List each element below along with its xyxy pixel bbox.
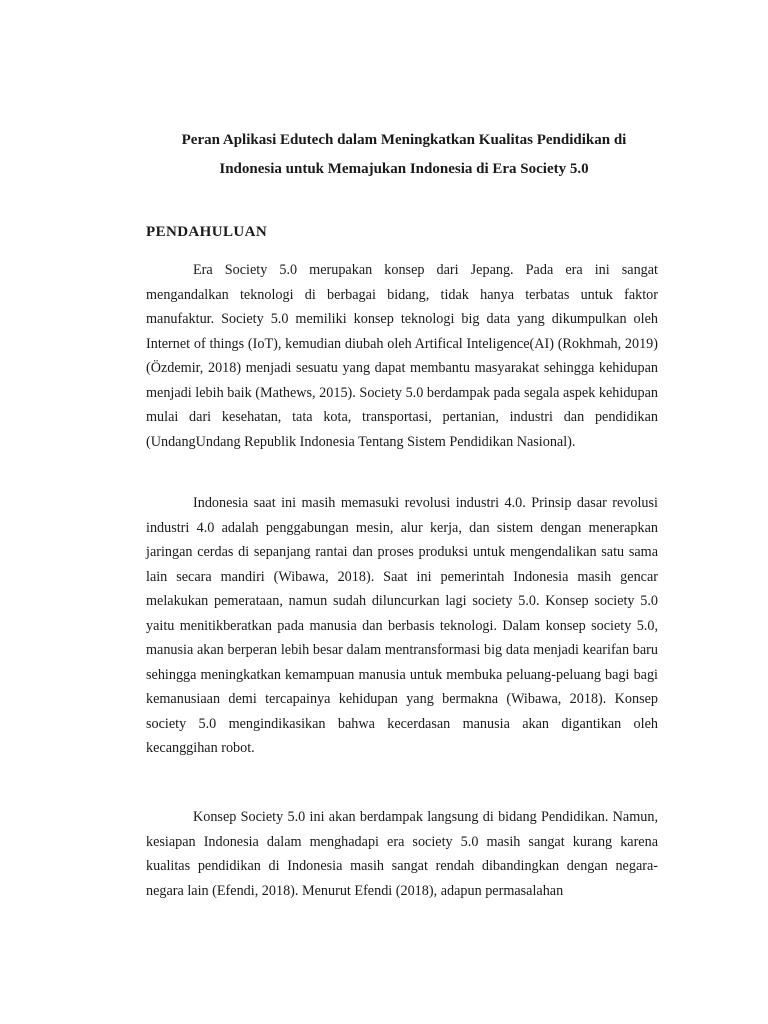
paragraph-3: Konsep Society 5.0 ini akan berdampak langsung di bidang Pendidikan. Namun, kesiapan Indonesia dalam menghadapi era society 5.0 masih sangat kurang karena kualitas pendidikan di Indonesia masih sangat rendah dibandingkan dengan negara-negara lain (Efendi, 2018). Menurut Efendi (2018), adapun permasalahan: [146, 809, 658, 899]
paragraph-2: Indonesia saat ini masih memasuki revolusi industri 4.0. Prinsip dasar revolusi industri 4.0 adalah penggabungan mesin, alur kerja, dan sistem dengan menerapkan jaringan cerdas di sepanjang rantai dan proses produksi untuk mengendalikan satu sama lain secara mandiri (Wibawa, 2018). Saat ini pemerintah Indonesia masih gencar melakukan pemerataan, namun sudah diluncurkan lagi society 5.0. Konsep society 5.0 yaitu menitikberatkan pada manusia dan berbasis teknologi. Dalam konsep society 5.0, manusia akan berperan lebih besar dalam mentransformasi big data menjadi kearifan baru sehingga meningkatkan kemampuan manusia untuk membuka peluang-peluang bagi bagi kemanusiaan demi tercapainya kehidupan yang bermakna (Wibawa, 2018). Konsep society 5.0 mengindikasikan bahwa kecerdasan manusia akan digantikan oleh kecanggihan robot.: [146, 495, 658, 756]
section-heading: PENDAHULUAN: [146, 224, 268, 240]
paragraph-1: Era Society 5.0 merupakan konsep dari Jepang. Pada era ini sangat mengandalkan teknologi di berbagai bidang, tidak hanya terbatas untuk faktor manufaktur. Society 5.0 memiliki konsep teknologi big data yang dikumpulkan oleh Internet of things (IoT), kemudian diubah oleh Artifical Inteligence(AI) (Rokhmah, 2019) (Özdemir, 2018) menjadi sesuatu yang dapat membantu masyarakat sehingga kehidupan menjadi lebih baik (Mathews, 2015). Society 5.0 berdampak pada segala aspek kehidupan mulai dari kesehatan, tata kota, transportasi, pertanian, industri dan pendidikan (UndangUndang Republik Indonesia Tentang Sistem Pendidikan Nasional).: [146, 262, 658, 450]
title-line-2: Indonesia untuk Memajukan Indonesia di Era Society 5.0: [219, 160, 589, 177]
title-line-1: Peran Aplikasi Edutech dalam Meningkatkan Kualitas Pendidikan di: [181, 132, 627, 148]
document-title: [140, 126, 668, 183]
